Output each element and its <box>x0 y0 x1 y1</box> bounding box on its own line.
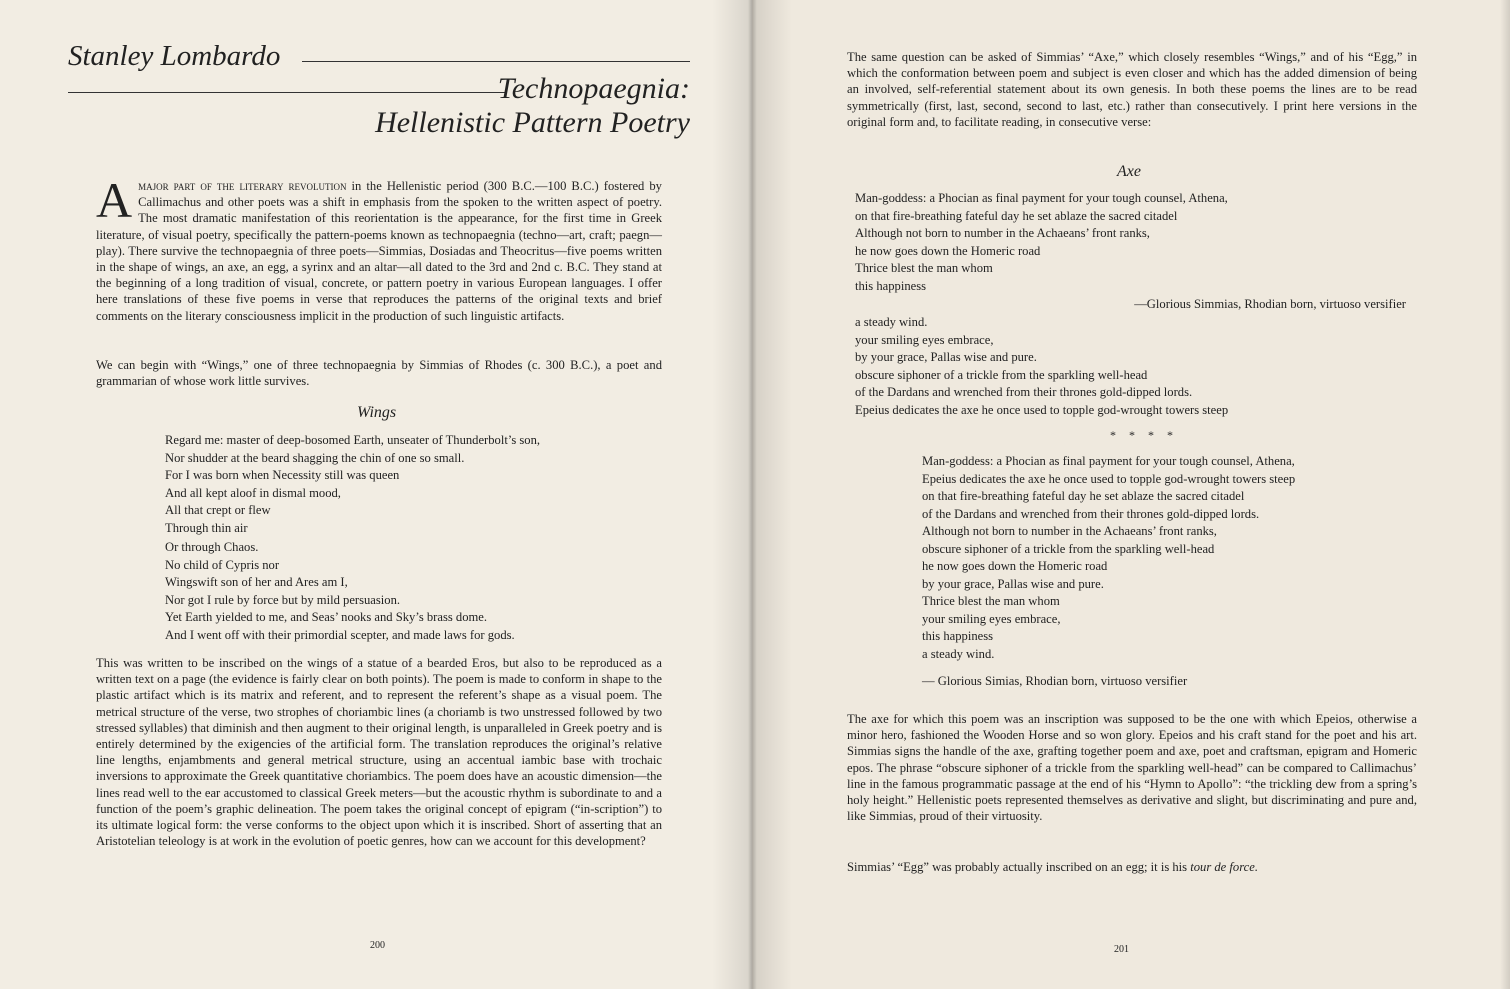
intro-paragraph <box>96 172 662 324</box>
verse-line: Through thin air <box>165 520 248 535</box>
verse-line: Wingswift son of her and Ares am I, <box>165 575 348 589</box>
intro-text: in the Hellenistic period (300 B.C.—100 B.C.) fostered by Callimachus and other poets was a shift in emphasis from the spoken to the written aspect of poetry. The most dramatic manifestation of this reorientation is the appearance, for the first time in Greek literature, of visual poetry, specifically the pattern-poems known as technopaegnia (techno—art, craft; paegn—play). There survive the technopaegnia of three poets—Simmias, Dosiadas and Theocritus—five poems written in the shape of wings, an axe, an egg, a syrinx and an altar—all dated to the 3rd and 2nd c. B.C. They stand at the beginning of a long tradition of visual, concrete, or pattern poetry in various European languages. I offer here translations of these five poems in verse that reproduces the patterns of the original texts and brief comments on the literary consciousness implicit in the production of such linguistic artifacts. <box>96 179 662 323</box>
verse-line: by your grace, Pallas wise and pure. <box>855 350 1037 364</box>
verse-line: this happiness <box>855 278 927 293</box>
verse-line: Epeius dedicates the axe he once used to topple god-wrought towers steep <box>922 471 1296 486</box>
verse-line: Epeius dedicates the axe he once used to topple god-wrought towers steep <box>855 402 1229 417</box>
verse-line: obscure siphoner of a trickle from the sparkling well-head <box>855 367 1148 382</box>
wings-poem-title: Wings <box>357 404 397 421</box>
axe-poem-title: Axe <box>1117 163 1141 180</box>
verse-line: All that crept or flew <box>165 503 271 517</box>
verse-line: Man-goddess: a Phocian as final payment for your tough counsel, Athena, <box>855 191 1228 205</box>
verse-line: Nor shudder at the beard shagging the chin of one so small. <box>165 450 465 465</box>
verse-line: a steady wind. <box>922 646 995 661</box>
verse-line: on that fire-breathing fateful day he set ablaze the sacred citadel <box>855 208 1178 223</box>
header-rule-top <box>302 61 690 62</box>
page-edge-shadow <box>1500 0 1510 989</box>
verse-line: And I went off with their primordial scepter, and made laws for gods. <box>165 627 515 642</box>
header-rule-bottom <box>68 92 506 93</box>
wings-intro-paragraph: We can begin with “Wings,” one of three technopaegnia by Simmias of Rhodes (c. 300 B.C.), a poet and grammarian of whose work little survives. <box>96 358 662 389</box>
wings-stanza-1 <box>165 432 540 537</box>
page-number-left: 200 <box>370 940 385 951</box>
egg-intro-italic: tour de force. <box>1190 860 1258 874</box>
author-name: Stanley Lombardo <box>68 40 281 72</box>
right-page <box>752 0 1510 989</box>
axe-intro-paragraph: The same question can be asked of Simmias’ “Axe,” which closely resembles “Wings,” and of his “Egg,” in which the conformation between poem and subject is even closer and which has the added dimension of being an involved, self-referential statement about its own genesis. In both these poems the lines are to be read symmetrically (first, last, second, second to last, etc.) rather than consecutively. I print here versions in the original form and, to facilitate reading, in consecutive verse: <box>847 50 1417 129</box>
intro-lead-caps: major part of the literary revolution <box>138 179 347 193</box>
verse-line: And all kept aloof in dismal mood, <box>165 485 341 500</box>
axe-signature-1: —Glorious Simmias, Rhodian born, virtuoso versifier <box>1134 297 1406 311</box>
egg-intro-text: Simmias’ “Egg” was probably actually inscribed on an egg; it is his <box>847 860 1191 874</box>
verse-line: a steady wind. <box>855 315 928 329</box>
verse-line: Although not born to number in the Achaeans’ front ranks, <box>922 524 1217 538</box>
verse-line: Regard me: master of deep-bosomed Earth, unseater of Thunderbolt’s son, <box>165 433 541 447</box>
axe-commentary-paragraph: The axe for which this poem was an inscription was supposed to be the one with which Epeios, otherwise a minor hero, fashioned the Wooden Horse and so won glory. Epeios and his craft stand for the poet and his art. Simmias signs the handle of the axe, grafting together poem and axe, poet and craftsman, epigram and Homeric epos. The phrase “obscure siphoner of a trickle from the sparkling well-head” can be compared to Callimachus’ line in the famous programmatic passage at the end of his “Hymn to Apollo”: “the trickling dew from a spring’s holy height.” Hellenistic poets represented themselves as derivative and slight, but discriminating and pure and, like Simmias, proud of their virtuosity. <box>847 712 1417 824</box>
verse-line: No child of Cypris nor <box>165 557 280 572</box>
axe-pattern-part-2 <box>855 314 1228 419</box>
verse-line: Man-goddess: a Phocian as final payment for your tough counsel, Athena, <box>922 454 1295 468</box>
verse-line: your smiling eyes embrace, <box>855 332 994 347</box>
verse-line: this happiness <box>922 629 994 643</box>
verse-line: Although not born to number in the Achaeans’ front ranks, <box>855 226 1150 240</box>
drop-cap: A <box>96 172 133 228</box>
verse-line: Or through Chaos. <box>165 540 259 554</box>
verse-line: obscure siphoner of a trickle from the sparkling well-head <box>922 541 1215 556</box>
verse-line: For I was born when Necessity still was queen <box>165 468 400 482</box>
article-title-line2: Hellenistic Pattern Poetry <box>375 106 690 139</box>
wings-stanza-2 <box>165 539 515 644</box>
axe-signature-2: — Glorious Simias, Rhodian born, virtuoso versifier <box>922 674 1188 688</box>
verse-line: of the Dardans and wrenched from their thrones gold-dipped lords. <box>922 506 1260 521</box>
verse-line: on that fire-breathing fateful day he set ablaze the sacred citadel <box>922 489 1245 503</box>
left-page <box>0 0 752 989</box>
section-separator: * * * * <box>1110 428 1178 442</box>
verse-line: Thrice blest the man whom <box>855 261 993 275</box>
article-title-line1: Technopaegnia: <box>497 72 690 105</box>
page-number-right: 201 <box>1114 944 1129 955</box>
axe-consecutive-verse <box>922 453 1295 663</box>
egg-intro-paragraph <box>847 859 1417 875</box>
verse-line: he now goes down the Homeric road <box>922 559 1108 573</box>
verse-line: Nor got I rule by force but by mild persuasion. <box>165 592 401 607</box>
verse-line: Yet Earth yielded to me, and Seas’ nooks and Sky’s brass dome. <box>165 610 488 624</box>
verse-line: by your grace, Pallas wise and pure. <box>922 576 1104 591</box>
verse-line: he now goes down the Homeric road <box>855 243 1041 258</box>
verse-line: of the Dardans and wrenched from their thrones gold-dipped lords. <box>855 385 1193 399</box>
wings-commentary-paragraph: This was written to be inscribed on the wings of a statue of a bearded Eros, but also to be reproduced as a written text on a page (the evidence is fairly clear on both points). The poem is made to conform in shape to the plastic artifact which is its matrix and referent, and to represent the referent’s shape as a visual poem. The metrical structure of the verse, two strophes of choriambic lines (a choriamb is two unstressed followed by two stressed syllables) that diminish and then augment to their original length, is unparalleled in Greek poetry and is entirely determined by the exigencies of the artificial form. The translation reproduces the original’s relative line lengths, enjambments and general metrical structure, using an accentual iambic base with trochaic inversions to approximate the Greek quantitative choriambics. The poem does have an acoustic dimension—the lines read well to the ear accustomed to classical Greek meters—but the acoustic rhythm is subordinate to and a function of the poem’s graphic delineation. The poem takes the original concept of epigram (“in-scription”) to its ultimate logical form: the verse conforms to the object upon which it is inscribed. Short of asserting that an Aristotelian teleology is at work in the evolution of poetic genres, how can we account for this development? <box>96 656 662 849</box>
verse-line: your smiling eyes embrace, <box>922 611 1061 626</box>
axe-pattern-part-1 <box>855 190 1228 295</box>
verse-line: Thrice blest the man whom <box>922 594 1060 608</box>
